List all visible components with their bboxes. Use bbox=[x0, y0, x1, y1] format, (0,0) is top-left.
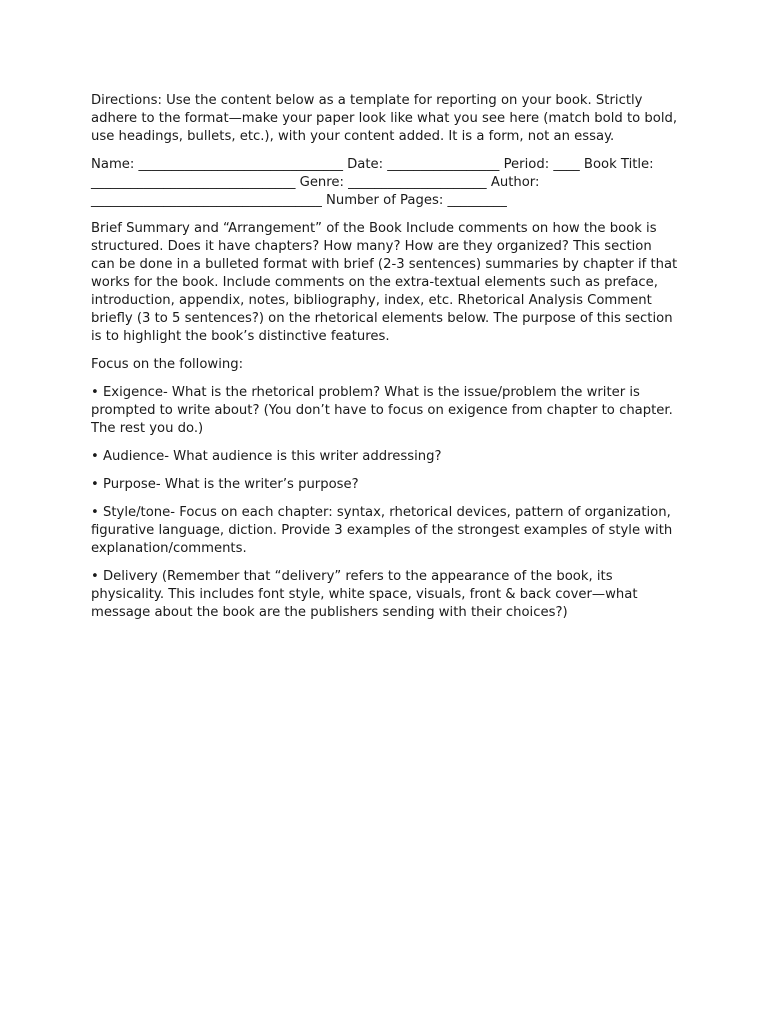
directions-paragraph: Directions: Use the content below as a template for reporting on your book. Strictly adhere to the format—make your paper look like what you see here (match bold to bold, use headings, bullets, etc.), with your content added. It is a form, not an essay. bbox=[91, 93, 678, 144]
document-page bbox=[91, 92, 679, 632]
bullet-audience: • Audience- What audience is this writer addressing? bbox=[91, 449, 442, 464]
summary-paragraph: Brief Summary and “Arrangement” of the Book Include comments on how the book is structured. Does it have chapters? How many? How are they organized? This section can be done in a bulleted format with brief (2-3 sentences) summaries by chapter if that works for the book. Include comments on the extra-textual elements such as preface, introduction, appendix, notes, bibliography, index, etc. Rhetorical Analysis Comment briefly (3 to 5 sentences?) on the rhetorical elements below. The purpose of this section is to highlight the book’s distinctive features. bbox=[91, 221, 678, 344]
bullet-delivery: • Delivery (Remember that “delivery” refers to the appearance of the book, its physicality. This includes font style, white space, visuals, front & back cover—what message about the book are the publishers sending with their choices?) bbox=[91, 569, 638, 620]
bullet-exigence: • Exigence- What is the rhetorical problem? What is the issue/problem the writer is prompted to write about? (You don’t have to focus on exigence from chapter to chapter. The rest you do.) bbox=[91, 385, 673, 436]
header-fields-paragraph: Name: _______________________________ Date: _________________ Period: ____ Book Title: _______________________________ Genre: _____________________ Author: ___________________________________ Number of Pages: _________ bbox=[91, 157, 654, 208]
focus-intro: Focus on the following: bbox=[91, 357, 244, 372]
bullet-purpose: • Purpose- What is the writer’s purpose? bbox=[91, 477, 359, 492]
bullet-style-tone: • Style/tone- Focus on each chapter: syntax, rhetorical devices, pattern of organization, figurative language, diction. Provide 3 examples of the strongest examples of style with explanation/comments. bbox=[91, 505, 673, 556]
